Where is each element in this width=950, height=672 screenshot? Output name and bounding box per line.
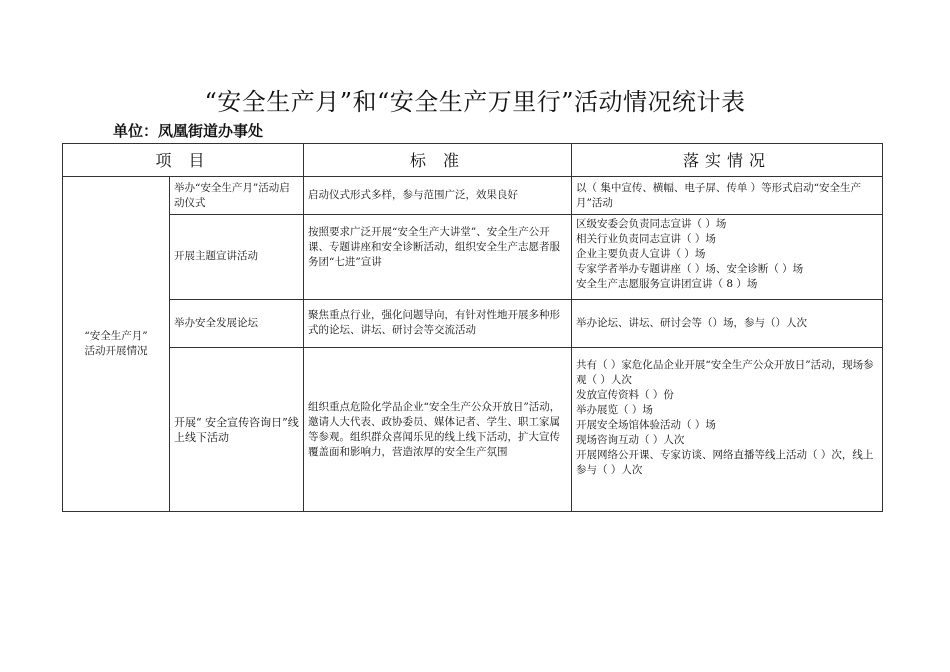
table-row [63,177,883,214]
impl-line: 开展网络公开课、专家访谈、网络直播等线上活动（ ）次，线上参与（ ）人次 [576,449,874,477]
implementation-cell: 举办论坛、讲坛、研讨会等（）场，参与（）人次 [572,299,883,348]
standard-cell: 聚焦重点行业，强化问题导向，有针对性地开展多种形式的论坛、讲坛、研讨会等交流活动 [304,299,572,348]
impl-line: 举办展览（ ）场 [576,404,653,417]
impl-line: 现场咨询互动（ ）人次 [576,434,685,447]
impl-line: 专家学者举办专题讲座（ ）场、安全诊断（ ）场 [576,262,804,275]
header-standard: 标 准 [304,144,572,177]
header-row [63,144,883,177]
unit-label: 单位：凤凰街道办事处 [113,122,264,140]
impl-line: 发放宣传资料（ ）份 [576,389,674,402]
impl-line: 开展安全场馆体验活动（ ）场 [576,419,716,432]
page-title: “安全生产月”和“安全生产万里行”活动情况统计表 [204,88,746,116]
header-project: 项 目 [63,144,304,177]
table-row [63,348,883,512]
category-cell [63,177,170,512]
table-row [63,299,883,348]
category-line-2: 活动开展情况 [84,345,148,358]
category-line-1: “安全生产月” [84,330,148,343]
header-implementation: 落实情况 [572,144,883,177]
implementation-cell: 以（ 集中宣传、横幅、电子屏、传单 ）等形式启动“安全生产月”活动 [572,177,883,214]
item-cell: 举办安全发展论坛 [170,299,304,348]
impl-line: 相关行业负责同志宣讲（ ）场 [576,232,716,245]
item-cell: 举办“安全生产月”活动启动仪式 [170,177,304,214]
item-cell: 开展主题宣讲活动 [170,214,304,299]
table-row [63,214,883,299]
statistics-table [62,143,883,512]
standard-cell: 启动仪式形式多样，参与范围广泛，效果良好 [304,177,572,214]
impl-line: 企业主要负责人宣讲（ ）场 [576,247,706,260]
impl-line: 共有（ ）家危化品企业开展“安全生产公众开放日”活动，现场参观（ ）人次 [576,359,874,387]
implementation-cell [572,214,883,299]
standard-cell: 按照要求广泛开展“安全生产大讲堂”、安全生产公开课、专题讲座和安全诊断活动，组织安全生产志愿者服务团“七进”宣讲 [304,214,572,299]
implementation-cell [572,348,883,512]
standard-cell: 组织重点危险化学品企业“安全生产公众开放日”活动，邀请人大代表、政协委员、媒体记者、学生、职工家属等参观。组织群众喜闻乐见的线上线下活动，扩大宣传覆盖面和影响力，营造浓厚的安全生产氛围 [304,348,572,512]
impl-line: 区级安委会负责同志宣讲（ ）场 [576,217,727,230]
impl-line: 安全生产志愿服务宣讲团宣讲（ 8 ）场 [576,277,758,290]
item-cell: 开展“ 安全宣传咨询日”线上线下活动 [170,348,304,512]
